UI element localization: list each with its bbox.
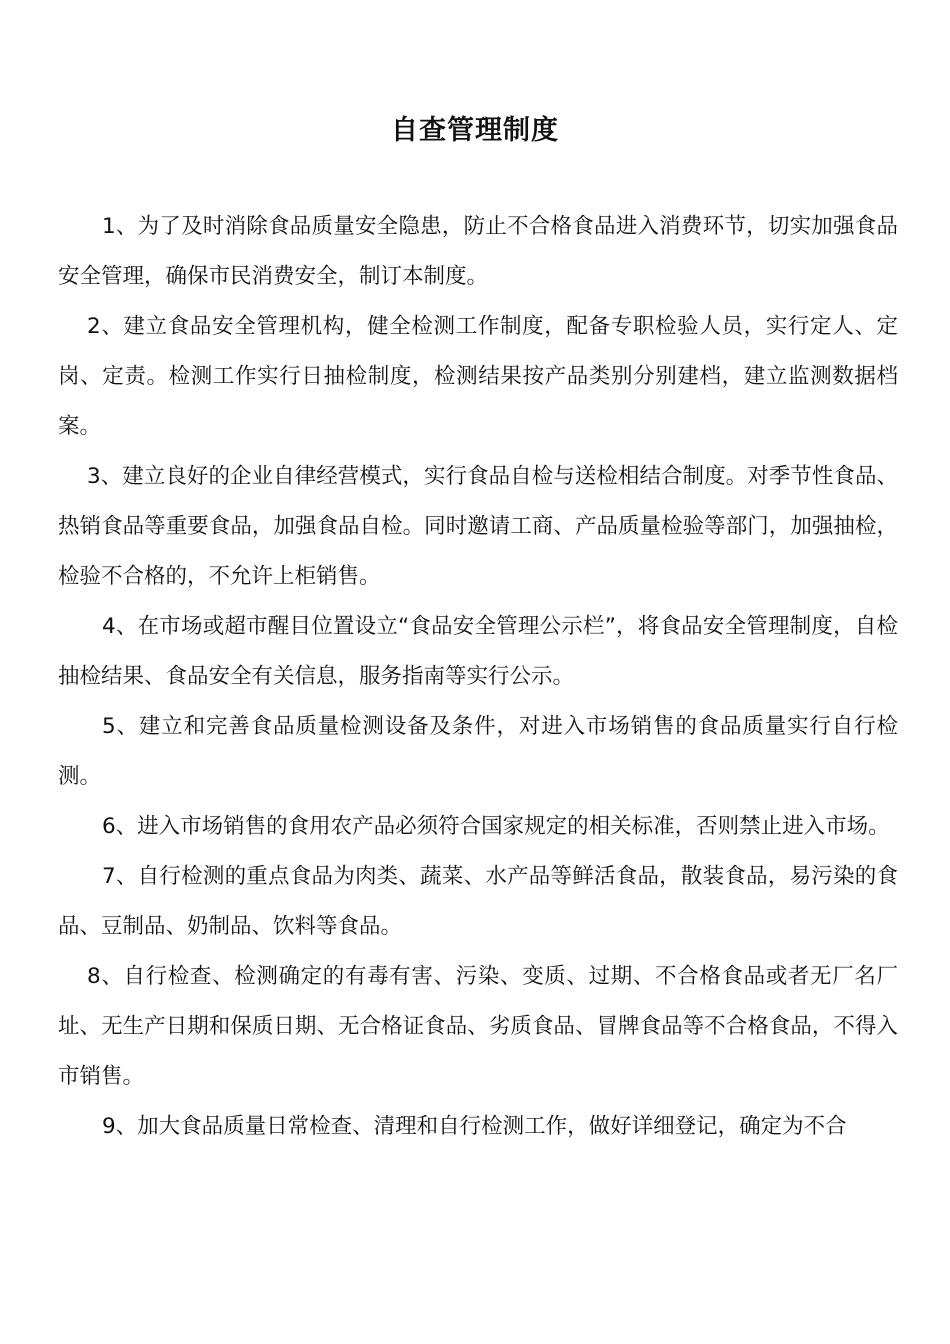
paragraph-1: 1、为了及时消除食品质量安全隐患，防止不合格食品进入消费环节，切实加强食品安全管理，确保市民消费安全，制订本制度。	[58, 214, 898, 289]
paragraph-4: 4、在市场或超市醒目位置设立“食品安全管理公示栏”，将食品安全管理制度，自检抽检结果、食品安全有关信息，服务指南等实行公示。	[58, 614, 898, 689]
paragraph-8: 8、自行检查、检测确定的有毒有害、污染、变质、过期、不合格食品或者无厂名厂址、无生产日期和保质日期、无合格证食品、劣质食品、冒牌食品等不合格食品，不得入市销售。	[58, 964, 898, 1089]
paragraph-7: 7、自行检测的重点食品为肉类、蔬菜、水产品等鲜活食品，散装食品，易污染的食品、豆制品、奶制品、饮料等食品。	[58, 864, 898, 939]
paragraph-9: 9、加大食品质量日常检查、清理和自行检测工作，做好详细登记，确定为不合	[102, 1114, 847, 1139]
paragraph-5: 5、建立和完善食品质量检测设备及条件，对进入市场销售的食品质量实行自行检测。	[58, 714, 898, 789]
paragraph-2: 2、建立食品安全管理机构，健全检测工作制度，配备专职检验人员，实行定人、定岗、定责。检测工作实行日抽检制度，检测结果按产品类别分别建档，建立监测数据档案。	[58, 314, 898, 439]
paragraph-3: 3、建立良好的企业自律经营模式，实行食品自检与送检相结合制度。对季节性食品、热销食品等重要食品，加强食品自检。同时邀请工商、产品质量检验等部门，加强抽检，检验不合格的，不允许上柜销售。	[58, 464, 898, 589]
document-body	[58, 202, 898, 1152]
paragraph-6: 6、进入市场销售的食用农产品必须符合国家规定的相关标准，否则禁止进入市场。	[102, 814, 890, 839]
document-title: 自查管理制度	[391, 115, 559, 146]
